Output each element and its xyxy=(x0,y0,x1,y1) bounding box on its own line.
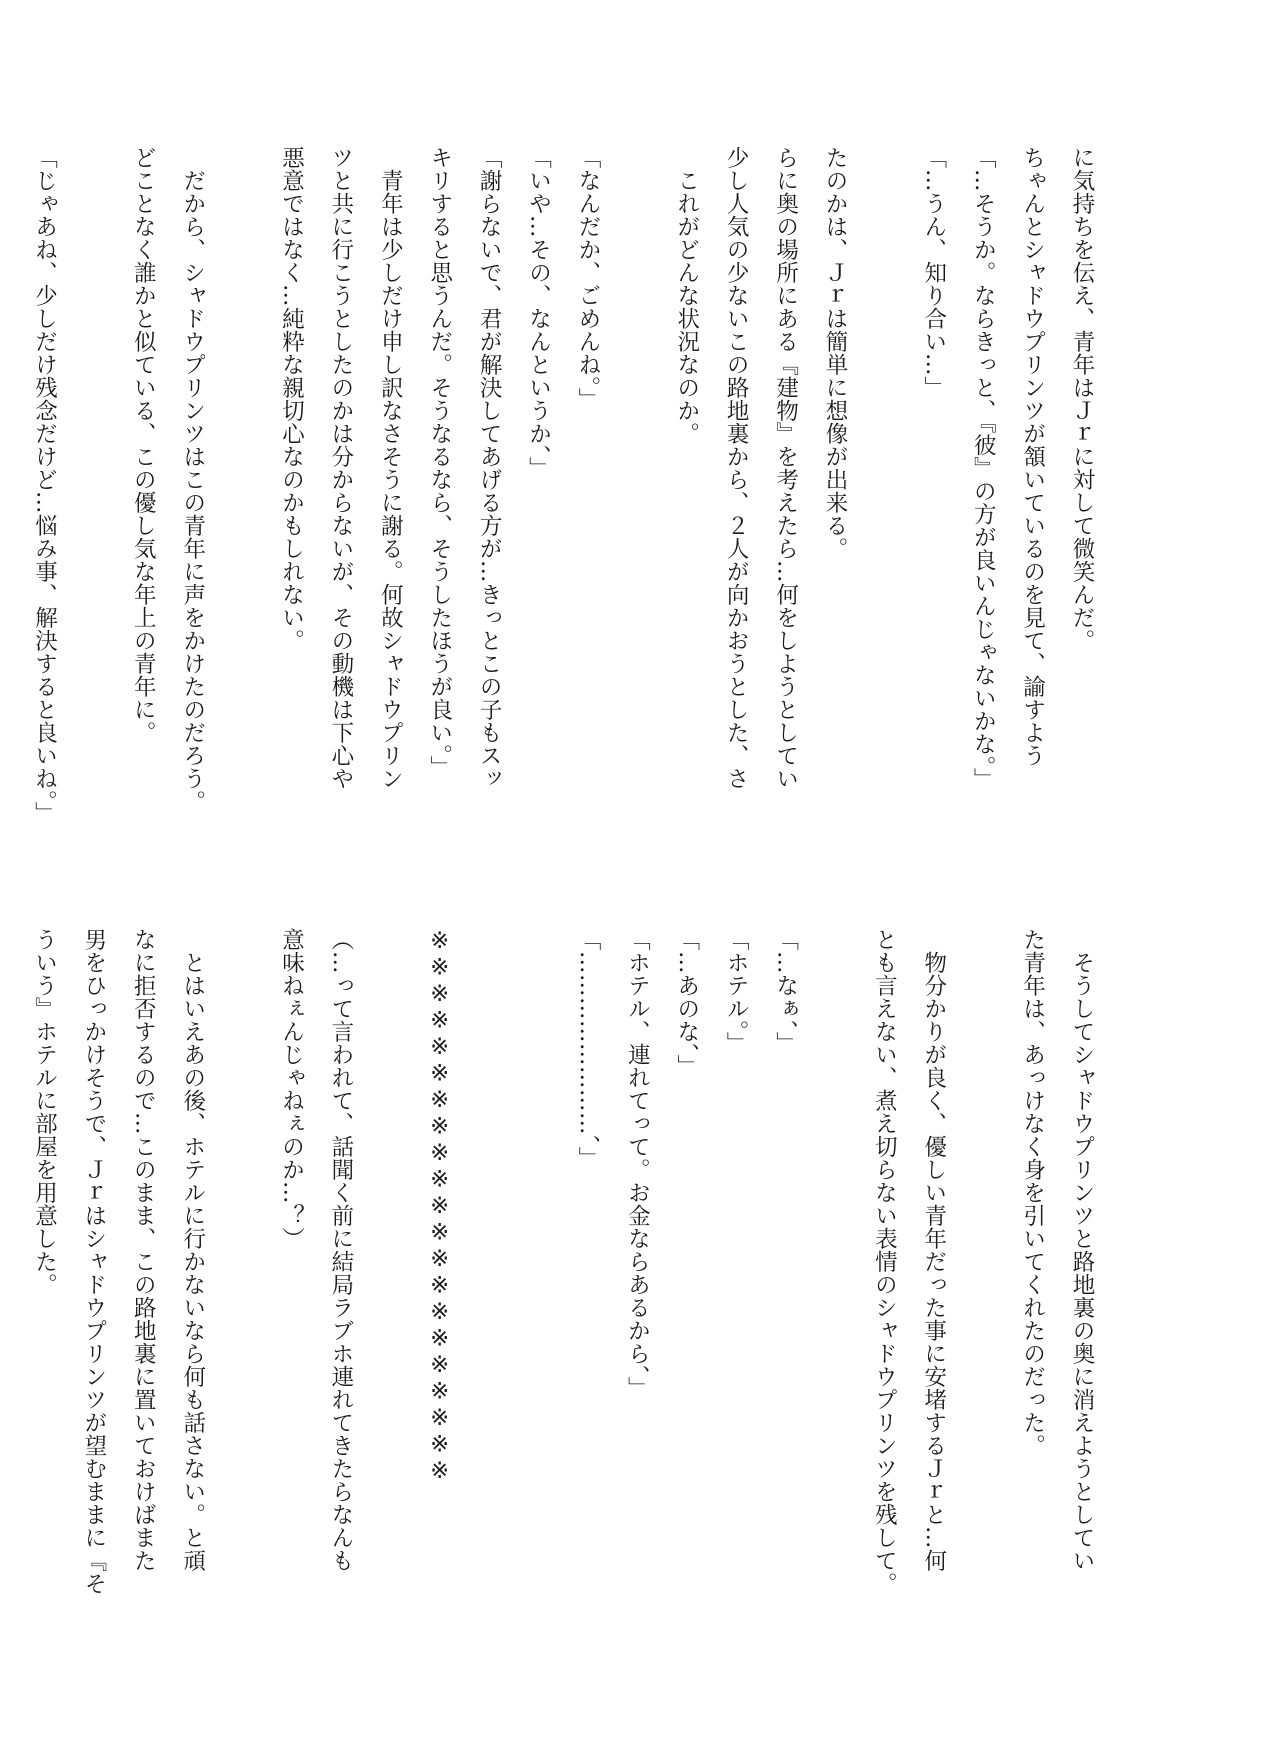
text-line: 「謝らないで、君が解決してあげる方が…きっとこの子もスッ xyxy=(476,146,503,790)
text-line: キリすると思うんだ。そうなるなら、そうしたほうが良い。」 xyxy=(426,146,453,779)
text-line: に気持ちを伝え、青年はＪｒに対して微笑んだ。 xyxy=(1069,146,1095,652)
text-line: 「…あのな、」 xyxy=(673,928,700,1078)
text-line: たのかは、Ｊｒは簡単に想像が出来る。 xyxy=(821,146,848,560)
text-line: 「じゃあね、少しだけ残念だけど…悩み事、解決すると良いね。」 xyxy=(31,146,58,825)
text-line: 「ホテル、連れてって。お金ならあるから、」 xyxy=(624,928,651,1400)
top-text-block xyxy=(31,146,1106,846)
text-line: だから、シャドウプリンツはこの青年に声をかけたのだろう。 xyxy=(179,146,206,813)
text-line: 物分かりが良く、優しい青年だった事に安堵するＪｒと…何 xyxy=(920,928,947,1572)
text-line: ちゃんとシャドウプリンツが頷いているのを見て、諭すよう xyxy=(1019,146,1046,767)
text-line: ツと共に行こうとしたのかは分からないが、その動機は下心や xyxy=(327,146,354,790)
blank-line xyxy=(464,928,513,1628)
blank-line xyxy=(958,928,1007,1628)
blank-line xyxy=(859,146,908,846)
blank-line xyxy=(365,928,414,1628)
text-line: らに奥の場所にある『建物』を考えたら…何をしようとしてい xyxy=(772,146,799,790)
scene-break-divider: ※※※※※※※※※※※※※※※※※※※※※ xyxy=(426,928,453,1485)
text-line: 「…なぁ、」 xyxy=(772,928,799,1055)
text-line: 「…うん、知り合い…」 xyxy=(920,146,947,399)
bottom-text-block xyxy=(31,928,1106,1628)
blank-line xyxy=(217,928,266,1628)
text-line: た青年は、あっけなく身を引いてくれたのだった。 xyxy=(1019,928,1046,1457)
text-line: 男をひっかけそうで、Ｊｒはシャドウプリンツが望むままに『そ xyxy=(80,928,107,1595)
text-line: 「いや…その、なんというか、」 xyxy=(525,146,552,480)
text-line: ういう』ホテルに部屋を用意した。 xyxy=(31,928,58,1296)
text-line: 「ホテル。」 xyxy=(723,928,750,1055)
blank-line xyxy=(513,928,562,1628)
text-line: 「…そうか。ならきっと、『彼』の方が良いんじゃないかな。」 xyxy=(970,146,997,791)
text-line: 青年は少しだけ申し訳なさそうに謝る。何故シャドウプリン xyxy=(377,146,404,790)
text-line: なに拒否するので…このまま、この路地裏に置いておけばまた xyxy=(130,928,157,1572)
text-line: 「なんだか、ごめんね。」 xyxy=(574,146,601,411)
blank-line xyxy=(612,146,661,846)
text-line: 少し人気の少ないこの路地裏から、２人が向かおうとした、さ xyxy=(723,146,750,790)
text-line: これがどんな状況なのか。 xyxy=(673,146,700,445)
text-line: どことなく誰かと似ている、この優し気な年上の青年に。 xyxy=(130,146,157,744)
text-line: 意味ねぇんじゃねぇのか…？） xyxy=(278,928,305,1250)
text-line: 悪意ではなく…純粋な親切心なのかもしれない。 xyxy=(278,146,305,652)
blank-line xyxy=(217,146,266,846)
text-line: とも言えない、煮え切らない表情のシャドウプリンツを残して。 xyxy=(871,928,898,1595)
text-line: そうしてシャドウプリンツと路地裏の奥に消えようとしてい xyxy=(1069,928,1095,1572)
text-line: （…って言われて、話聞く前に結局ラブホ連れてきたらなんも xyxy=(327,928,354,1572)
blank-line xyxy=(68,146,117,846)
text-line: 「……………………、」 xyxy=(574,928,601,1170)
text-line: とはいえあの後、ホテルに行かないなら何も話さない。と頑 xyxy=(179,928,206,1572)
blank-line xyxy=(810,928,859,1628)
